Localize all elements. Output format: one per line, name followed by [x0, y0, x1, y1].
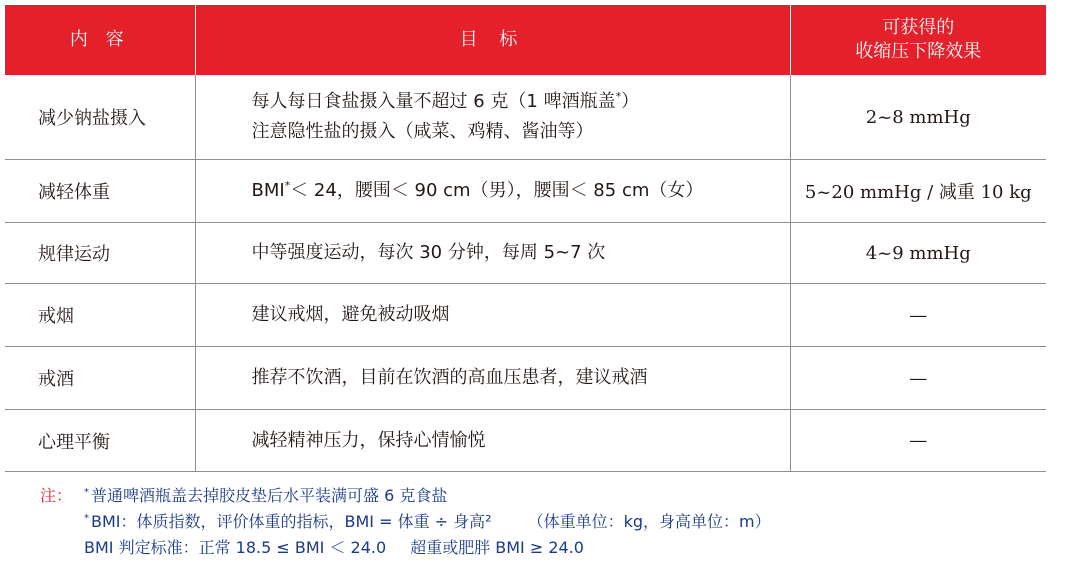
footnote-mark: *: [84, 512, 89, 524]
footnote-mark: *: [84, 486, 89, 498]
table-row: [5, 160, 1046, 223]
row-effect: —: [790, 284, 1046, 347]
table-row: [5, 410, 1046, 472]
footnote-line2: * BMI：体质指数，评价体重的指标，BMI = 体重 ÷ 身高² （体重单位：kg，身高单位：m）: [84, 512, 771, 531]
row-category: 减轻体重: [5, 160, 195, 223]
table-row: [5, 223, 1046, 284]
row-category: 戒烟: [5, 284, 195, 347]
row-goal-line1: 每人每日食盐摄入量不超过 6 克（1 啤酒瓶盖*）: [251, 90, 640, 112]
row-category: 戒酒: [5, 347, 195, 410]
row-goal: 推荐不饮酒，目前在饮酒的高血压患者，建议戒酒: [195, 347, 790, 410]
footnote-line3: BMI 判定标准：正常 18.5 ≤ BMI ＜ 24.0 超重或肥胖 BMI ≥ 24.0: [84, 538, 584, 557]
footnotes: [40, 483, 771, 561]
row-goal: [195, 75, 790, 160]
header-effect-line1: 可获得的: [882, 17, 955, 38]
row-goal: 减轻精神压力，保持心情愉悦: [195, 410, 790, 472]
footnote-label: 注：: [40, 486, 73, 505]
row-goal-line2: 注意隐性盐的摄入（咸菜、鸡精、酱油等）: [251, 121, 594, 142]
bmi-term: BMI: [251, 180, 285, 201]
footnote-line1: 注： * 普通啤酒瓶盖去掉胶皮垫后水平装满可盛 6 克食盐: [40, 483, 771, 509]
header-content: 内 容: [5, 5, 195, 75]
table-row: [5, 284, 1046, 347]
row-effect: 5~20 mmHg / 减重 10 kg: [790, 160, 1046, 223]
row-goal: 中等强度运动，每次 30 分钟，每周 5~7 次: [195, 223, 790, 284]
header-effect: [790, 5, 1046, 75]
footnote-mark: *: [615, 90, 622, 103]
hypertension-lifestyle-table: [5, 5, 1046, 472]
table-header-row: [5, 5, 1046, 75]
row-category: 规律运动: [5, 223, 195, 284]
row-goal: 建议戒烟，避免被动吸烟: [195, 284, 790, 347]
row-goal: BMI*＜ 24，腰围＜ 90 cm（男），腰围＜ 85 cm（女）: [195, 160, 790, 223]
header-effect-line2: 收缩压下降效果: [855, 41, 982, 62]
row-effect: 2~8 mmHg: [790, 75, 1046, 160]
footnote-mark: *: [284, 179, 291, 192]
header-goal: 目 标: [195, 5, 790, 75]
table-row: [5, 75, 1046, 160]
row-effect: —: [790, 410, 1046, 472]
row-effect: 4~9 mmHg: [790, 223, 1046, 284]
row-effect: —: [790, 347, 1046, 410]
table-row: [5, 347, 1046, 410]
row-category: 心理平衡: [5, 410, 195, 472]
row-category: 减少钠盐摄入: [5, 75, 195, 160]
